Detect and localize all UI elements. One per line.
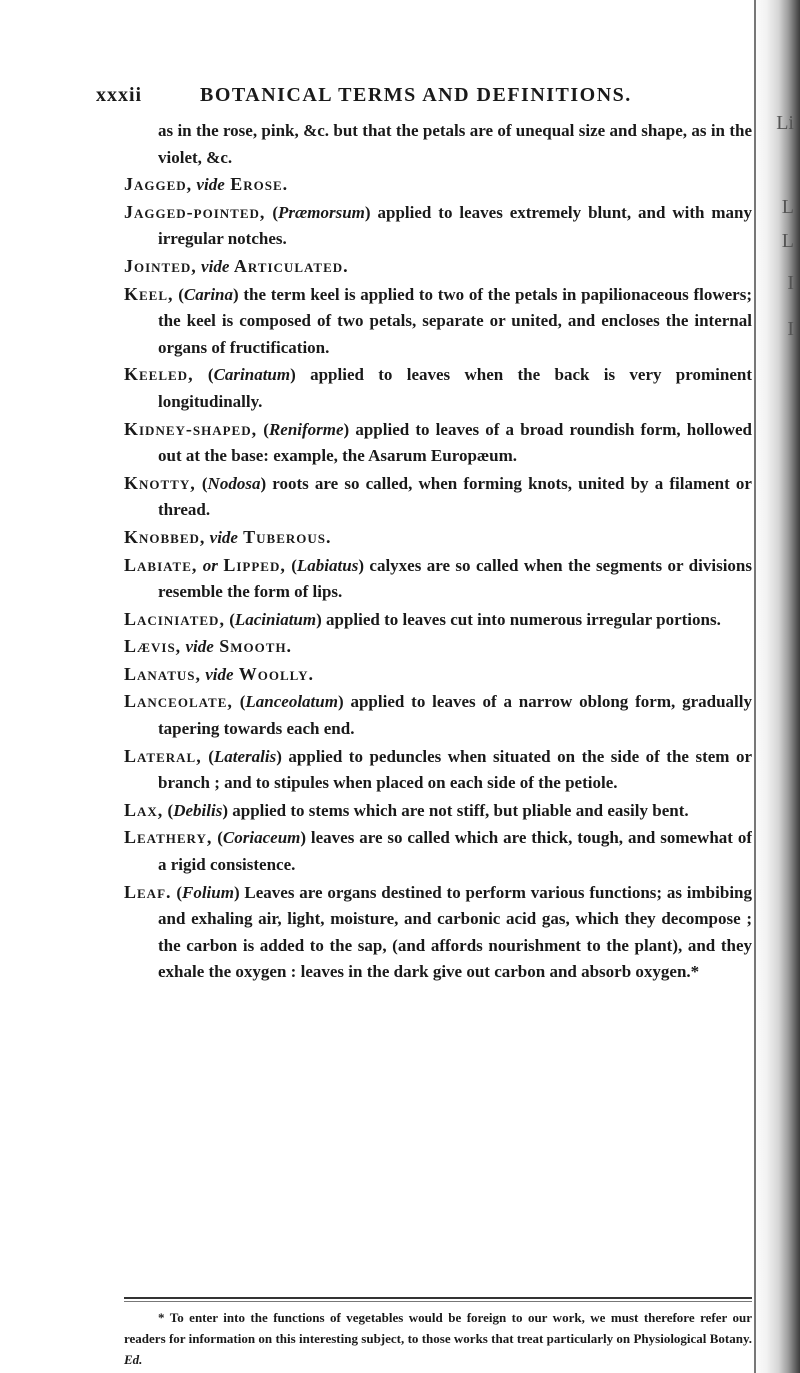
glossary-entry: [124, 281, 752, 362]
entry-term-alt: Lipped,: [223, 554, 286, 575]
entry-term: Knobbed,: [124, 526, 206, 547]
glossary-entry: [124, 688, 752, 742]
glossary-entry: [124, 824, 752, 878]
entry-latin-name: Labiatus: [296, 555, 359, 575]
entry-term: Labiate,: [124, 554, 198, 575]
margin-letter: L: [781, 230, 794, 252]
entry-reference: Tuberous.: [237, 526, 332, 547]
entry-definition: ) applied to leaves when the back is very prominent longitudinally.: [158, 365, 752, 411]
entry-paren-open: (: [212, 828, 223, 848]
glossary-entry: [124, 633, 752, 661]
glossary-entries: [124, 171, 752, 986]
entry-latin-name: Carinatum: [213, 365, 291, 385]
entry-latin-name: Folium: [181, 882, 234, 902]
glossary-entry: [124, 199, 752, 253]
entry-definition: ) applied to peduncles when situated on the side of the stem or branch ; and to stipules when placed on each side of the petiole.: [158, 746, 753, 793]
entry-term: Leathery,: [124, 827, 213, 848]
entry-paren-open: (: [232, 692, 246, 712]
glossary-entry: [124, 416, 752, 470]
entry-definition: ) Leaves are organs destined to perform various functions; as imbibing and exhaling air, light, moisture, and carbonic acid gas, which they decompose ; the carbon is added to the sap, (and affords nourishment to the plant), and they exhale the oxygen : leaves in the dark give out carbon and absorb oxygen.*: [158, 882, 752, 982]
margin-letter: Li: [776, 112, 794, 134]
page-number: xxxii: [96, 84, 143, 106]
glossary-entry: [124, 661, 752, 689]
entry-latin-name: Carina: [183, 284, 234, 304]
entry-paren-open: (: [163, 800, 174, 820]
entry-paren-open: (: [285, 555, 297, 575]
entry-paren-open: (: [257, 419, 269, 439]
footnote: [124, 1307, 752, 1370]
entry-definition: ) calyxes are so called when the segments or divisions resemble the form of lips.: [158, 555, 752, 602]
entry-term: Jointed,: [124, 255, 197, 276]
glossary-entry: [124, 879, 752, 986]
entry-latin-name: Lateralis: [213, 746, 277, 766]
entry-term: Knotty,: [124, 472, 196, 493]
entry-paren-open: (: [173, 284, 184, 304]
continuation-text: as in the rose, pink, &c. but that the petals are of unequal size and shape, as in the violet, &c.: [158, 121, 752, 167]
entry-paren-open: (: [201, 746, 214, 766]
entry-definition: ) the term keel is applied to two of the petals in papilionaceous flowers; the keel is composed of two petals, separate or united, and encloses the internal organs of fructification.: [158, 284, 752, 357]
entry-term: Lævis,: [124, 636, 182, 657]
glossary-body: [124, 118, 752, 986]
glossary-entry: [124, 743, 752, 797]
entry-term: Laciniated,: [124, 608, 225, 629]
page-header: [96, 84, 656, 107]
entry-vide: vide: [196, 175, 225, 195]
margin-letter: I: [787, 272, 794, 294]
entry-definition: ) applied to leaves of a narrow oblong form, gradually tapering towards each end.: [158, 692, 752, 739]
entry-reference: Articulated.: [229, 255, 349, 276]
entry-paren-open: (: [265, 202, 278, 222]
entry-term: Lateral,: [124, 745, 202, 766]
glossary-entry: [124, 552, 752, 606]
entry-term: Lanatus,: [124, 663, 201, 684]
footnote-rule: [124, 1297, 758, 1299]
entry-definition: ) roots are so called, when forming knots, united by a filament or thread.: [158, 473, 752, 520]
glossary-entry: [124, 470, 752, 524]
entry-or: or: [202, 555, 218, 575]
entry-term: Keel,: [124, 283, 174, 304]
entry-latin-name: Reniforme: [268, 419, 344, 439]
entry-paren-open: (: [195, 473, 208, 493]
margin-letter: L: [781, 196, 794, 218]
entry-term: Lanceolate,: [124, 691, 233, 712]
glossary-entry: [124, 797, 752, 825]
entry-definition: ) leaves are so called which are thick, tough, and somewhat of a rigid consistence.: [158, 828, 752, 875]
entry-latin-name: Nodosa: [207, 473, 261, 493]
entry-term: Jagged-pointed,: [124, 201, 266, 222]
glossary-entry: [124, 253, 752, 281]
margin-letter: I: [787, 318, 794, 340]
entry-latin-name: Coriaceum: [222, 828, 301, 848]
entry-paren-open: (: [171, 882, 182, 902]
footnote-text: * To enter into the functions of vegetables would be foreign to our work, we must therefore refer our readers for information on this interesting subject, to those works that treat particularly on Physiological Botany.: [124, 1310, 752, 1346]
entry-term: Jagged,: [124, 174, 193, 195]
glossary-entry: [124, 171, 752, 199]
entry-paren-open: (: [224, 609, 235, 629]
entry-vide: vide: [209, 527, 238, 547]
page-gutter-line: [754, 0, 756, 1373]
entry-reference: Erose.: [224, 174, 289, 195]
footnote-rule-thin: [124, 1301, 758, 1302]
entry-vide: vide: [201, 256, 230, 276]
entry-latin-name: Laciniatum: [234, 609, 317, 629]
entry-term: Keeled,: [124, 364, 194, 385]
entry-vide: vide: [205, 664, 234, 684]
entry-definition: ) applied to stems which are not stiff, but pliable and easily bent.: [222, 800, 689, 820]
glossary-entry: [124, 524, 752, 552]
entry-latin-name: Præmorsum: [278, 202, 365, 222]
entry-term: Kidney-shaped,: [124, 418, 258, 439]
entry-reference: Smooth.: [213, 636, 293, 657]
entry-paren-open: (: [193, 365, 214, 385]
entry-latin-name: Debilis: [173, 800, 223, 820]
entry-reference: Woolly.: [233, 663, 315, 684]
entry-term: Leaf.: [124, 881, 172, 902]
entry-term: Lax,: [124, 799, 164, 820]
footnote-signature: Ed.: [124, 1352, 143, 1367]
entry-definition: ) applied to leaves of a broad roundish form, hollowed out at the base: example, the Asarum Europæum.: [158, 419, 752, 466]
entry-definition: ) applied to leaves extremely blunt, and with many irregular notches.: [158, 202, 752, 249]
entry-definition: ) applied to leaves cut into numerous irregular portions.: [316, 609, 721, 629]
entry-vide: vide: [185, 637, 214, 657]
glossary-entry: [124, 606, 752, 634]
glossary-entry: [124, 361, 752, 415]
running-title: BOTANICAL TERMS AND DEFINITIONS.: [200, 84, 632, 106]
entry-latin-name: Lanceolatum: [245, 692, 338, 712]
